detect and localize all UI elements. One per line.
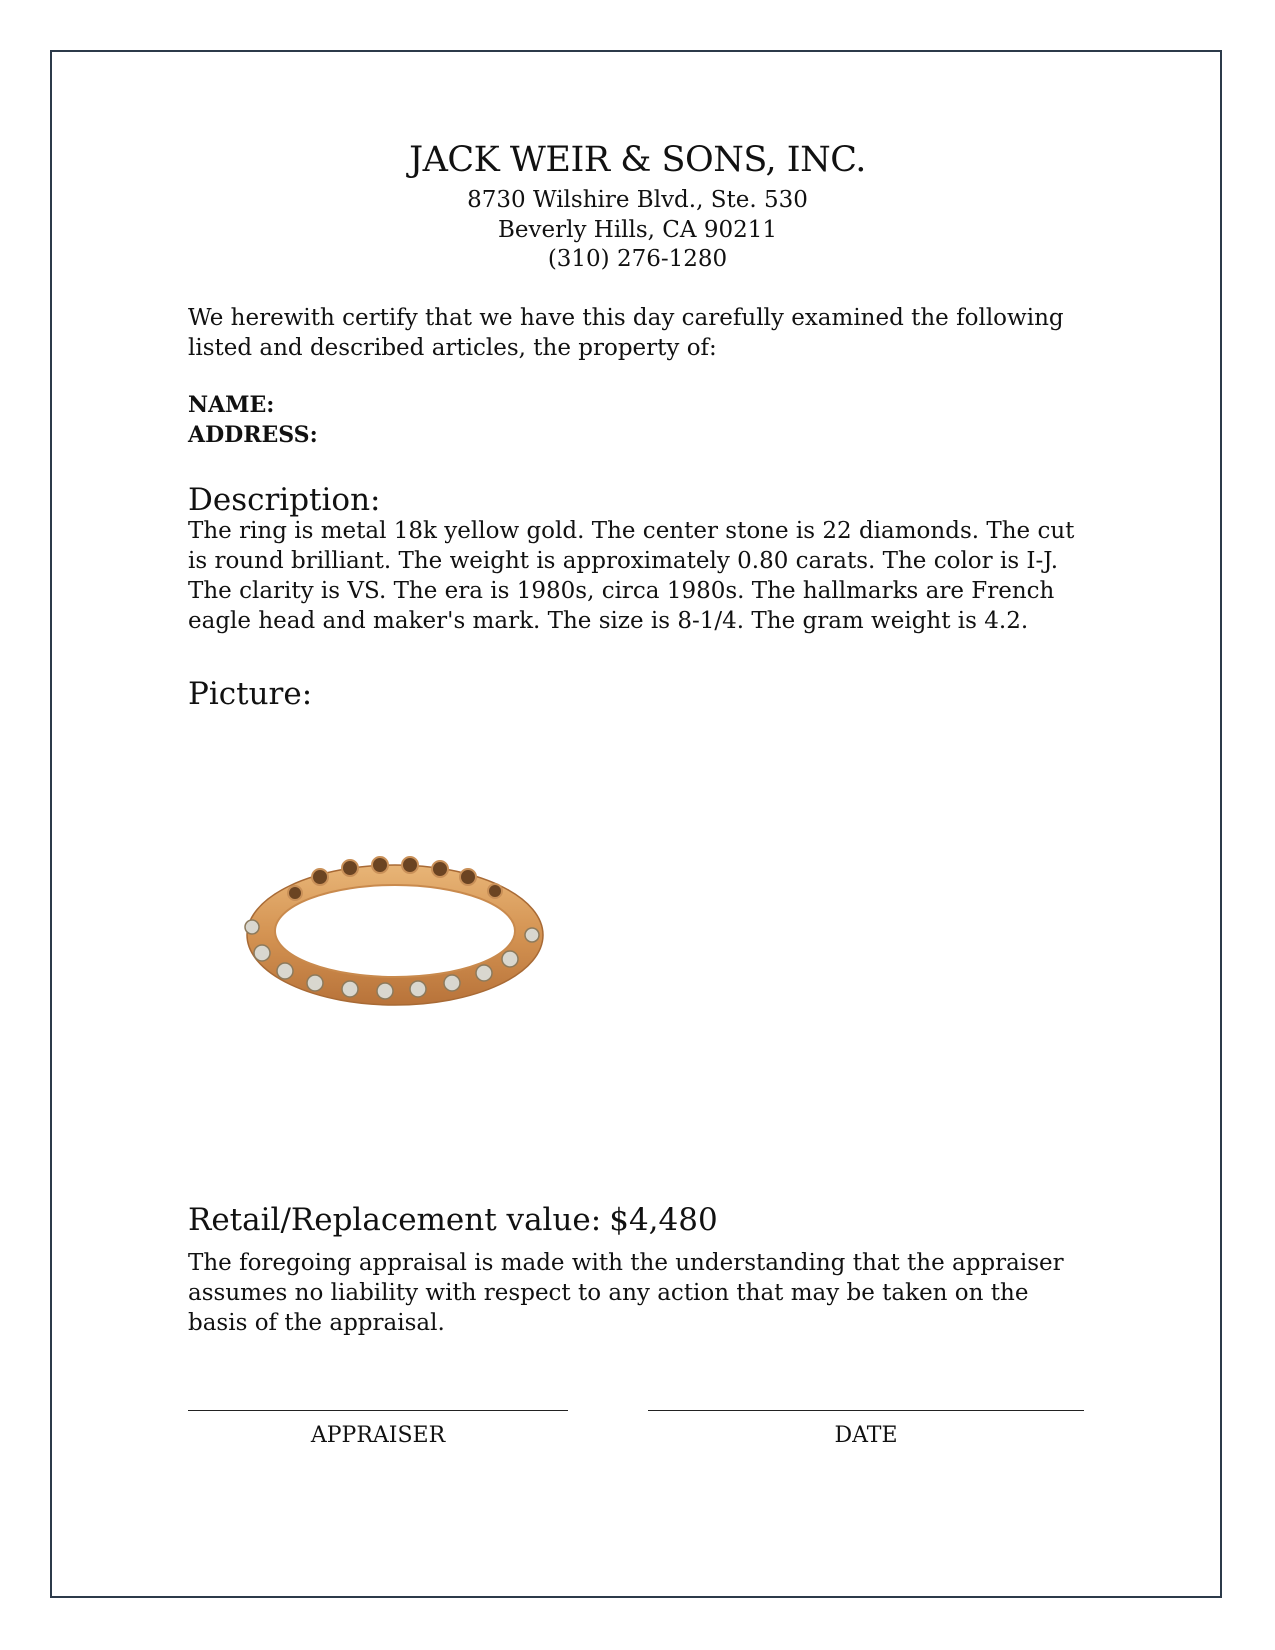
ring-photo — [240, 855, 560, 1025]
disclaimer-text: The foregoing appraisal is made with the understanding that the appraiser assumes no liability with respect to any action that may be taken on the basis of the appraisal. — [188, 1250, 1064, 1336]
value-heading — [188, 1202, 1093, 1238]
name-label: NAME: — [188, 392, 275, 418]
date-label: DATE — [834, 1423, 898, 1448]
company-name: JACK WEIR & SONS, INC. — [409, 140, 866, 180]
appraiser-label: APPRAISER — [310, 1423, 446, 1448]
appraiser-signature-line — [188, 1410, 568, 1411]
page-border — [50, 50, 1222, 1598]
description-text: The ring is metal 18k yellow gold. The center stone is 22 diamonds. The cut is round brilliant. The weight is approximately 0.80 carats. The color is I-J. The clarity is VS. The era is 1980s, circa 1980s. The hallmarks are French eagle head and maker's mark. The size is 8-1/4. The gram weight is 4.2. — [188, 518, 1075, 634]
company-phone: (310) 276-1280 — [547, 246, 728, 272]
address-label: ADDRESS: — [188, 422, 318, 448]
picture-heading: Picture: — [188, 676, 313, 712]
certification-intro: We herewith certify that we have this day carefully examined the following listed and described articles, the property of: — [188, 305, 1064, 361]
company-address-line2: Beverly Hills, CA 90211 — [497, 217, 777, 243]
date-signature-line — [648, 1410, 1084, 1411]
company-address-line1: 8730 Wilshire Blvd., Ste. 530 — [467, 187, 808, 213]
value-amount: $4,480 — [609, 1202, 718, 1238]
value-label: Retail/Replacement value: — [188, 1202, 602, 1238]
description-heading: Description: — [188, 482, 381, 518]
